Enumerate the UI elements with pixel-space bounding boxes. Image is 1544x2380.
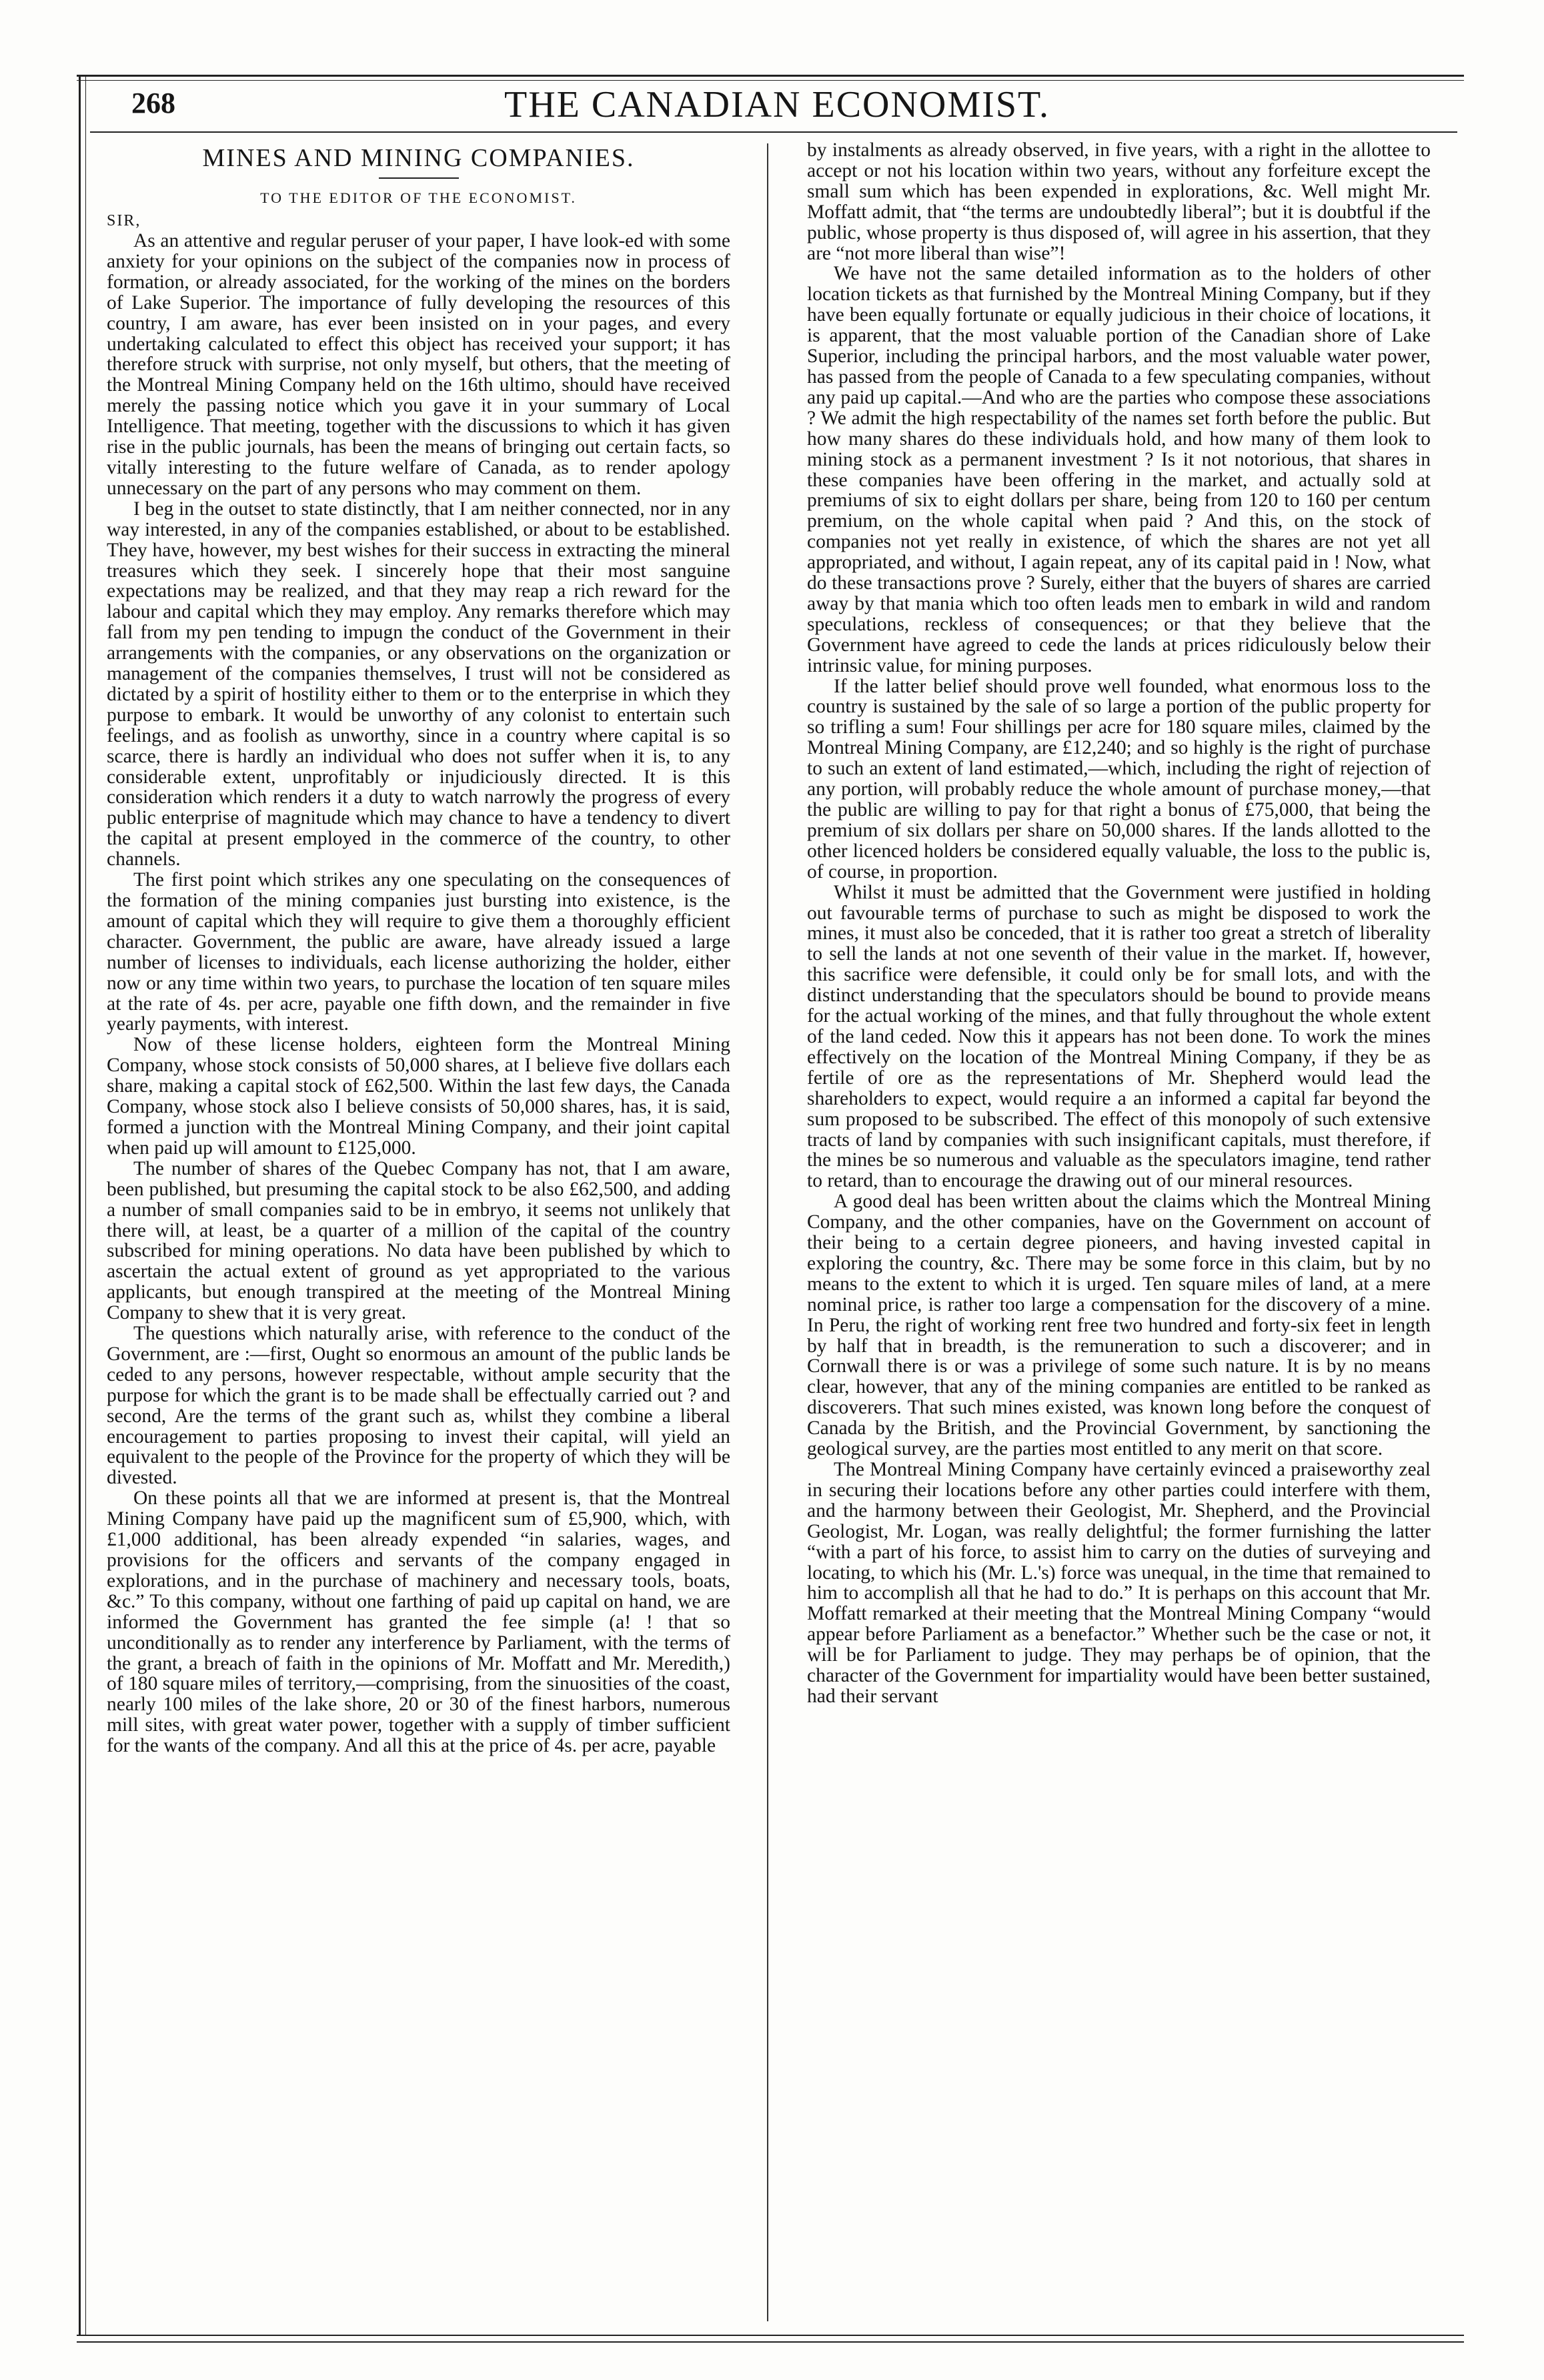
article-subheading: TO THE EDITOR OF THE ECONOMIST. xyxy=(260,189,577,206)
left-border-inner xyxy=(85,75,86,2336)
bottom-rule xyxy=(77,2341,1464,2343)
top-rule xyxy=(77,75,1464,77)
paragraph: The number of shares of the Quebec Company has not, that I am aware, been published, but presuming the capital stock to be also £62,500, and adding a number of small companies said to be in embryo, it seems not unlikely that there will, at least, be a quarter of a million of the capital of the country subscribed for mining operations. No data have been published by which to ascertain the actual extent of ground as yet appropriated to the various applicants, but enough transpired at the meeting of the Montreal Mining Company to shew that it is very great. xyxy=(107,1157,730,1324)
paragraph: If the latter belief should prove well founded, what enormous loss to the country is sustained by the sale of so large a portion of the public property for so trifling a sum! Four shillings per acre for 180 square miles, claimed by the Montreal Mining Company, are £12,240; and so highly is the right of purchase to such an extent of land estimated,—which, including the right of rejection of any portion, will probably reduce the whole amount of purchase money,—that the public are willing to pay for that right a bonus of £75,000, that being the premium of six dollars per share on 50,000 shares. If the lands allotted to the other licenced holders be considered equally valuable, the loss to the public is, of course, in proportion. xyxy=(807,675,1431,882)
paragraph: As an attentive and regular peruser of your paper, I have look-ed with some anxiety for your opinions on the subject of the companies now in process of formation, or already associated, for the working of the mines on the borders of Lake Superior. The importance of fully developing the resources of this country, I am aware, has ever been insisted on in your pages, and every undertaking calculated to effect this object has received your support; it has therefore struck with surprise, not only myself, but others, that the meeting of the Montreal Mining Company held on the 16th ultimo, should have received merely the passing notice which you gave it in your summary of Local Intelligence. That meeting, together with the discussions to which it has given rise in the public journals, has been the means of bringing out certain facts, so vitally interesting to the future welfare of Canada, as to render apology unnecessary on the part of any persons who may comment on them. xyxy=(107,230,730,499)
article-heading: MINES AND MINING COMPANIES. xyxy=(202,144,635,172)
page-number: 268 xyxy=(131,87,175,119)
top-rule-inner xyxy=(77,80,1464,81)
running-title: THE CANADIAN ECONOMIST. xyxy=(504,84,1050,125)
paragraph: by instalments as already observed, in five years, with a right in the allottee to accept or not his location within two years, without any forfeiture except the small sum which has been expended in explorations, &c. Well might Mr. Moffatt admit, that “the terms are undoubtedly liberal”; but it is doubtful if the public, whose property is thus disposed of, will agree in his assertion, that they are “not more liberal than wise”! xyxy=(807,139,1431,264)
paragraph: A good deal has been written about the claims which the Montreal Mining Company, and the other companies, have on the Government on account of their being to a certain degree pioneers, and having invested capital in exploring the country, &c. There may be some force in this claim, but by no means to the extent to which it is urged. Ten square miles of land, at a mere nominal price, is rather too large a compensation for the discovery of a mine. In Peru, the right of working rent free two hundred and forty-six feet in length by half that in breadth, is the remuneration to such a discoverer; and in Cornwall there is or was a privilege of some such nature. It is by no means clear, however, that any of the mining companies are entitled to be ranked as discoverers. That such mines existed, was known long before the conquest of Canada by the British, and the Provincial Government, by sanctioning the geological survey, are the parties most entitled to any merit on that score. xyxy=(807,1191,1431,1460)
heading-rule xyxy=(379,177,459,179)
right-column xyxy=(807,140,1431,1707)
column-divider xyxy=(767,143,768,2321)
header-rule xyxy=(90,131,1457,133)
left-border xyxy=(79,75,81,2336)
paragraph: I beg in the outset to state distinctly, that I am neither connected, nor in any way interested, in any of the companies established, or about to be established. They have, however, my best wishes for their success in extracting the mineral treasures which they seek. I sincerely hope that their most sanguine expectations may be realized, and that they may reap a rich reward for the labour and capital which they may employ. Any remarks therefore which may fall from my pen tending to impugn the conduct of the Government in their arrangements with the companies, or any observations on the organization or management of the companies themselves, I trust will not be considered as dictated by a spirit of hostility either to them or to the enterprise in which they purpose to embark. It would be unworthy of any colonist to entertain such feelings, and as foolish as unworthy, since in a country where capital is so scarce, there is hardly an individual who does not suffer when it is, to any considerable extent, unprofitably or injudiciously directed. It is this consideration which renders it a duty to watch narrowly the progress of every public enterprise of magnitude which may chance to have a tendency to divert the capital at present employed in the commerce of the country, to other channels. xyxy=(107,498,730,870)
paragraph: The questions which naturally arise, with reference to the conduct of the Government, are :—first, Ought so enormous an amount of the public lands be ceded to any persons, however respectable, without ample security that the purpose for which the grant is to be made shall be effectually carried out ? and second, Are the terms of the grant such as, whilst they combine a liberal encouragement to parties proposing to invest their capital, will yield an equivalent to the people of the Province for the property of which they will be divested. xyxy=(107,1323,730,1489)
page-header xyxy=(97,83,1457,130)
bottom-rules xyxy=(77,2335,1464,2348)
paragraph: The first point which strikes any one speculating on the consequences of the formation of the mining companies just bursting into existence, is the amount of capital which they will require to give them a thoroughly efficient character. Government, the public are aware, have already issued a large number of licenses to individuals, each license authorizing the holder, either now or any time within two years, to purchase the location of ten square miles at the rate of 4s. per acre, payable one fifth down, and the remainder in five yearly payments, with interest. xyxy=(107,869,730,1035)
paragraph: Now of these license holders, eighteen form the Montreal Mining Company, whose stock consists of 50,000 shares, at I believe five dollars each share, making a capital stock of £62,500. Within the last few days, the Canada Company, whose stock also I believe consists of 50,000 shares, has, it is said, formed a junction with the Montreal Mining Company, and their joint capital when paid up will amount to £125,000. xyxy=(107,1034,730,1159)
left-column xyxy=(107,140,730,1756)
paragraph: The Montreal Mining Company have certainly evinced a praiseworthy zeal in securing their locations before any other parties could interfere with them, and the harmony between their Geologist, Mr. Shepherd, and the Provincial Geologist, Mr. Logan, was really delightful; the former furnishing the latter “with a part of his force, to assist him to carry on the duties of surveying and locating, to which his (Mr. L.'s) force was unequal, in the time that remained to him to accomplish all that he had to do.” It is perhaps on this account that Mr. Moffatt remarked at their meeting that the Montreal Mining Company “would appear before Parliament as a benefactor.” Whether such be the case or not, it will be for Parliament to judge. They may perhaps be of opinion, that the character of the Government for impartiality would have been better sustained, had their servant xyxy=(807,1459,1431,1707)
salutation: SIR, xyxy=(107,212,141,229)
bottom-rule xyxy=(77,2335,1464,2336)
paragraph: On these points all that we are informed at present is, that the Montreal Mining Company have paid up the magnificent sum of £5,900, which, with £1,000 additional, has been already expended “in salaries, wages, and provisions for the officers and servants of the company engaged in explorations, and in the purchase of machinery and necessary tools, boats, &c.” To this company, without one farthing of paid up capital on hand, we are informed the Government has granted the fee simple (a! ! that so unconditionally as to render any interference by Parliament, with the terms of the grant, a breach of faith in the opinions of Mr. Moffatt and Mr. Meredith,) of 180 square miles of territory,—comprising, from the sinuosities of the coast, nearly 100 miles of the lake shore, 20 or 30 of the finest harbors, numerous mill sites, with great water power, together with a supply of timber sufficient for the wants of the company. And all this at the price of 4s. per acre, payable xyxy=(107,1488,730,1757)
paragraph: Whilst it must be admitted that the Government were justified in holding out favourable terms of purchase to such as might be disposed to work the mines, it must also be conceded, that it is rather too great a stretch of liberality to sell the lands at not one seventh of their value in the market. If, however, this sacrifice were defensible, it could only be for small lots, and with the distinct understanding that the speculators should be bound to provide means for the actual working of the mines, and that fully throughout the whole extent of the land ceded. Now this it appears has not been done. To work the mines effectively on the location of the Montreal Mining Company, if they be as fertile of ore as the representations of Mr. Shepherd would lead the shareholders to expect, would require a an informed a capital far beyond the sum proposed to be subscribed. The effect of this monopoly of such extensive tracts of land by companies with such insignificant capitals, must therefore, if the mines be so numerous and valuable as the speculators imagine, tend rather to retard, than to encourage the drawing out of our mineral resources. xyxy=(807,881,1431,1192)
paragraph: We have not the same detailed information as to the holders of other location tickets as that furnished by the Montreal Mining Company, but if they have been equally fortunate or equally judicious in their choice of locations, it is apparent, that the most valuable portion of the Canadian shore of Lake Superior, including the principal harbors, and the most valuable water power, has passed from the people of Canada to a few speculating companies, without any paid up capital.—And who are the parties who compose these associations ? We admit the high respectability of the names set forth before the public. But how many shares do these individuals hold, and how many of them look to mining stock as a permanent investment ? Is it not notorious, that shares in these companies have been offering in the market, and actually sold at premiums of six to eight dollars per share, being from 120 to 160 per centum premium, on the whole capital when paid ? And this, on the stock of companies not yet really in existence, of which the shares are not yet all appropriated, and without, I again repeat, any of its capital paid in ! Now, what do these transactions prove ? Surely, either that the buyers of shares are carried away by that mania which too often leads men to embark in wild and random speculations, reckless of consequences; or that they believe that the Government have agreed to cede the lands at prices ridiculously below their intrinsic value, for mining purposes. xyxy=(807,263,1431,676)
